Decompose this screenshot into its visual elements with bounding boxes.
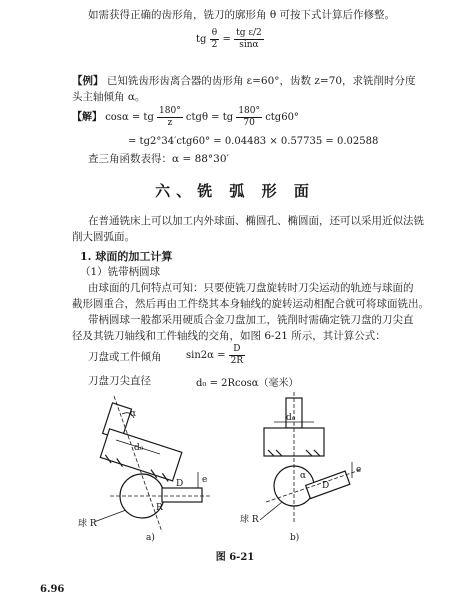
fig-b-d0-label: d₀ [286, 413, 296, 423]
solution-suffix: ctg60° [265, 112, 299, 123]
solution-frac1-num: 180° [159, 106, 181, 116]
formula-row-angle-fraction [229, 344, 246, 367]
subsection-sphere-calc: 1. 球面的加工计算 [80, 250, 173, 263]
fig-b-subcaption: b) [290, 533, 300, 542]
formula-lhs-num: θ [210, 28, 220, 40]
figure-b [260, 392, 360, 522]
formula-row-diameter-label: 刀盘刀尖直径 [88, 375, 151, 387]
solution-tag: 【解】 [72, 112, 102, 123]
solution-frac2 [236, 106, 262, 129]
solution-frac1 [157, 106, 183, 129]
formula-row-angle-num: D [229, 344, 246, 356]
formula-row-angle-label: 刀盘或工件倾角 [88, 351, 162, 363]
fig-b-e-label: e [356, 465, 362, 475]
fig-a-R-label: R [156, 503, 163, 513]
formula-rhs-num: tg ε/2 [236, 28, 262, 38]
formula-tg-theta [196, 28, 264, 51]
formula-equals: = [222, 34, 231, 45]
fig-b-D-label: D [322, 481, 330, 491]
solution-frac2-num: 180° [238, 106, 260, 116]
section-title: 六、铣 弧 形 面 [155, 182, 315, 200]
formula-row-diameter: d₀ = 2Rcosα（毫米） [196, 378, 299, 389]
fig-a-alpha-label: α [130, 409, 137, 419]
para3-line2: 径及其铣刀轴线和工件轴线的交角，如图 6-21 所示，其计算公式： [72, 330, 386, 342]
solution-mid: ctgθ = tg [185, 112, 234, 123]
example-text-line2: 头主轴倾角 α。 [72, 91, 146, 103]
figure-caption: 图 6-21 [215, 552, 255, 563]
solution-frac2-den: 70 [243, 118, 255, 128]
fig-a-d0-label: d₀ [134, 443, 144, 453]
solution-frac1-den: z [167, 118, 173, 128]
fig-b-ball-label: 球 R [240, 515, 259, 525]
figure-a [94, 396, 210, 532]
page-number: 6.96 [40, 584, 65, 595]
fig-b-alpha-label: α [300, 471, 307, 481]
figure-6-21 [60, 392, 420, 542]
subsection-ball-with-handle: （1）铣带柄圆球 [80, 266, 161, 278]
para2-line1: 由球面的几何特点可知：只要使铣刀盘旋转时刀尖运动的轨迹与球面的 [88, 282, 414, 294]
fig-a-subcaption: a) [146, 533, 155, 542]
solution-prefix: cosα = tg [105, 112, 154, 123]
para3-line1: 带柄圆球一般都采用硬质合金刀盘加工，铣削时需确定铣刀盘的刀尖直 [88, 314, 414, 326]
para2-line2: 截形圆重合，然后再由工件绕其本身轴线的旋转运动相配合就可将球面铣出。 [72, 298, 429, 310]
formula-lhs-prefix: tg [196, 34, 207, 45]
formula-row-angle [186, 344, 245, 367]
fig-a-ball-label: 球 R [78, 519, 97, 529]
example-block [72, 74, 468, 89]
fig-b-ball-leader [260, 502, 282, 520]
fig-a-e-label: e [202, 475, 208, 485]
fig-a-ball-leader [94, 510, 126, 522]
section-para-line1: 在普通铣床上可以加工内外球面、椭圆孔、椭圆面，还可以采用近似法铣 [88, 215, 424, 227]
example-tag: 【例】 [72, 75, 104, 87]
solution-line3: 查三角函数表得：α = 88°30′ [88, 153, 229, 165]
formula-rhs-den: sinα [239, 40, 259, 50]
solution-line1 [72, 106, 299, 129]
section-para-line2: 削大圆弧面。 [72, 231, 135, 243]
formula-rhs-fraction [234, 28, 264, 51]
formula-lhs-fraction [210, 28, 220, 51]
formula-row-angle-den: 2R [230, 356, 244, 366]
intro-line: 如需获得正确的齿形角，铣刀的廓形角 θ 可按下式计算后作修整。 [88, 9, 395, 21]
fig-a-handle [162, 488, 202, 502]
fig-a-D-label: D [176, 479, 184, 489]
solution-line2: = tg2°34′ctg60° = 0.04483 × 0.57735 = 0.02588 [128, 136, 379, 147]
example-text-line1: 已知铣齿形齿离合器的齿形角 ε=60°，齿数 z=70，求铣削时分度 [106, 75, 416, 87]
formula-lhs-den: 2 [211, 40, 218, 50]
formula-row-angle-lhs: sin2α = [186, 350, 226, 361]
